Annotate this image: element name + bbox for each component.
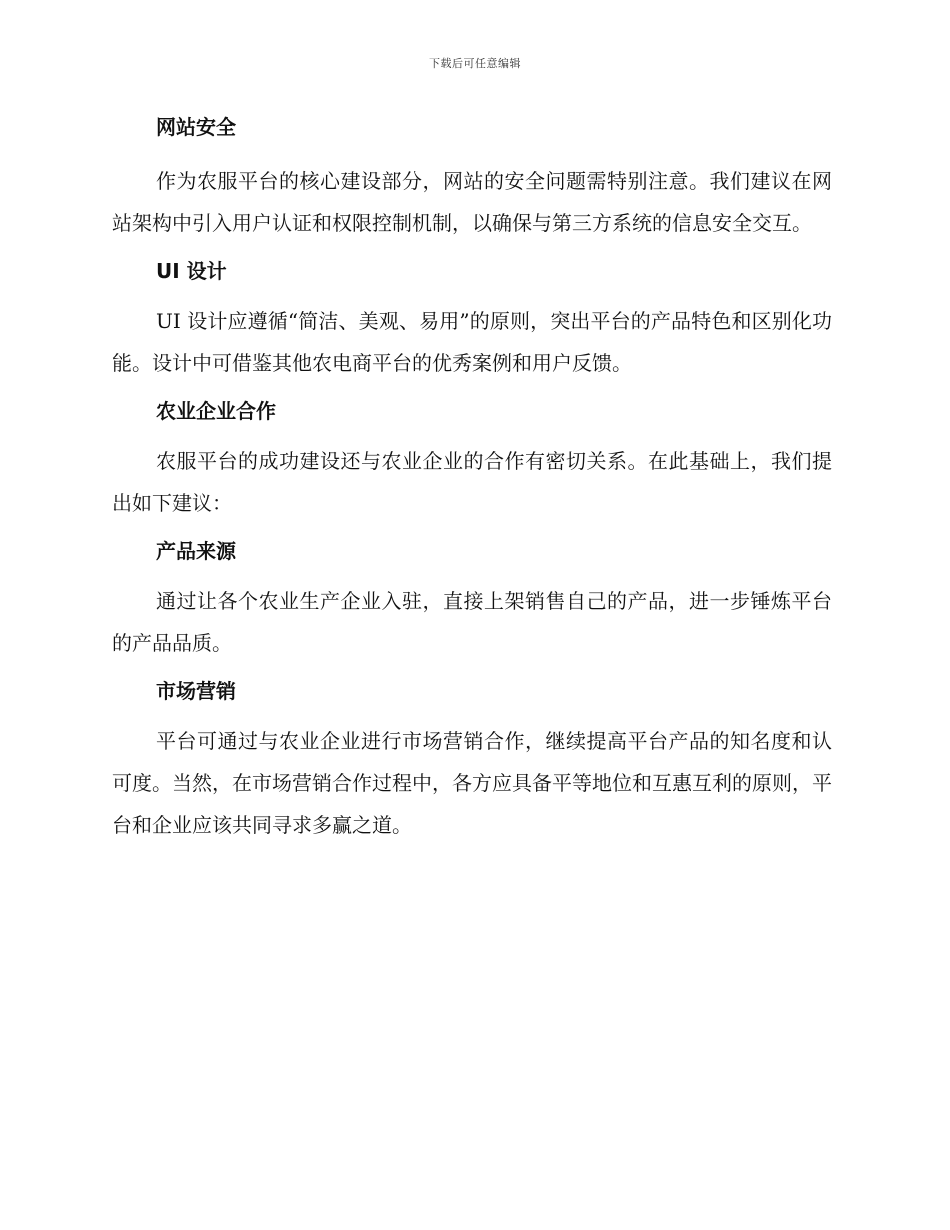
section-heading-agri-enterprise-cooperation: 农业企业合作: [156, 399, 276, 423]
section-text-agri-enterprise-cooperation: 农服平台的成功建设还与农业企业的合作有密切关系。在此基础上，我们提出如下建议：: [112, 449, 832, 515]
section-text-product-source: 通过让各个农业生产企业入驻，直接上架销售自己的产品，进一步锤炼平台的产品品质。: [112, 589, 832, 655]
document-body: [112, 110, 832, 846]
section-text-ui-design: UI 设计应遵循“简洁、美观、易用”的原则，突出平台的产品特色和区别化功能。设计中可借鉴其他农电商平台的优秀案例和用户反馈。: [112, 309, 832, 375]
section-text-marketing: 平台可通过与农业企业进行市场营销合作，继续提高平台产品的知名度和认可度。当然，在市场营销合作过程中，各方应具备平等地位和互惠互利的原则，平台和企业应该共同寻求多赢之道。: [112, 729, 832, 837]
section-heading-website-security: 网站安全: [156, 115, 236, 139]
page-header: 下载后可任意编辑: [429, 57, 521, 70]
section-heading-marketing: 市场营销: [156, 679, 236, 703]
section-text-website-security: 作为农服平台的核心建设部分，网站的安全问题需特别注意。我们建议在网站架构中引入用户认证和权限控制机制，以确保与第三方系统的信息安全交互。: [112, 169, 832, 235]
section-heading-ui-design: UI 设计: [156, 259, 227, 283]
section-heading-product-source: 产品来源: [156, 539, 236, 563]
